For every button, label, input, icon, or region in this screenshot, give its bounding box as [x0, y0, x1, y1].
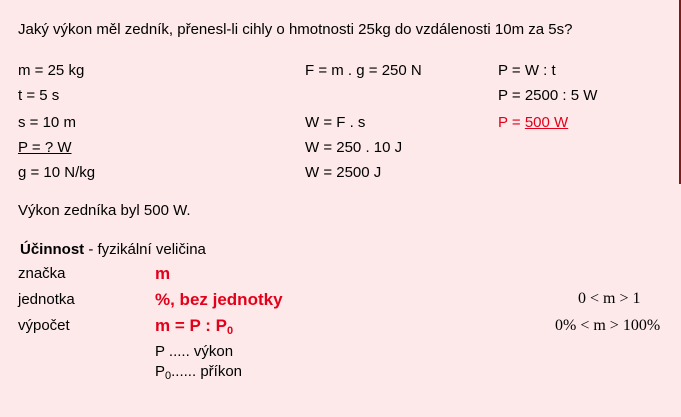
- power-result-value: 500 W: [524, 114, 569, 131]
- efficiency-formula-sub: 0: [226, 325, 234, 337]
- row-label-calc: výpočet: [18, 317, 70, 334]
- row-value-unit: %, bez jednotky: [155, 290, 283, 309]
- power-result: [498, 114, 568, 131]
- efficiency-subtitle: - fyzikální veličina: [84, 241, 206, 258]
- power-formula: P = W : t: [498, 62, 556, 79]
- legend-power: P ..... výkon: [155, 343, 234, 360]
- row-note-unit: 0 < m > 1: [578, 290, 641, 307]
- work-calc: W = 250 . 10 J: [305, 139, 403, 156]
- work-formula: W = F . s: [305, 114, 366, 131]
- legend-input-power: $P_0$...... příkon: [155, 363, 243, 382]
- row-label-unit: jednotka: [18, 291, 75, 308]
- row-note-calc: 0% < m > 100%: [555, 317, 661, 334]
- answer-sentence: Výkon zedníka byl 500 W.: [18, 202, 191, 219]
- given-gravity: g = 10 N/kg: [18, 164, 96, 181]
- efficiency-title: Účinnost: [20, 241, 85, 258]
- given-mass: m = 25 kg: [18, 62, 85, 79]
- power-calc: P = 2500 : 5 W: [498, 87, 598, 104]
- power-result-prefix: P =: [498, 114, 525, 131]
- problem-question: Jaký výkon měl zedník, přenesl-li cihly o hmotnosti 25kg do vzdálenosti 10m za 5s?: [18, 21, 573, 38]
- efficiency-formula: m = P : P: [155, 316, 227, 335]
- efficiency-heading: [20, 241, 206, 258]
- row-value-symbol: m: [155, 264, 171, 283]
- work-result: W = 2500 J: [305, 164, 382, 181]
- given-time: t = 5 s: [18, 87, 60, 104]
- row-value-calc: [155, 316, 233, 337]
- unknown-power: P = ? W: [18, 139, 72, 156]
- given-distance: s = 10 m: [18, 114, 76, 131]
- force-formula: F = m . g = 250 N: [305, 62, 422, 79]
- row-label-symbol: značka: [18, 265, 66, 282]
